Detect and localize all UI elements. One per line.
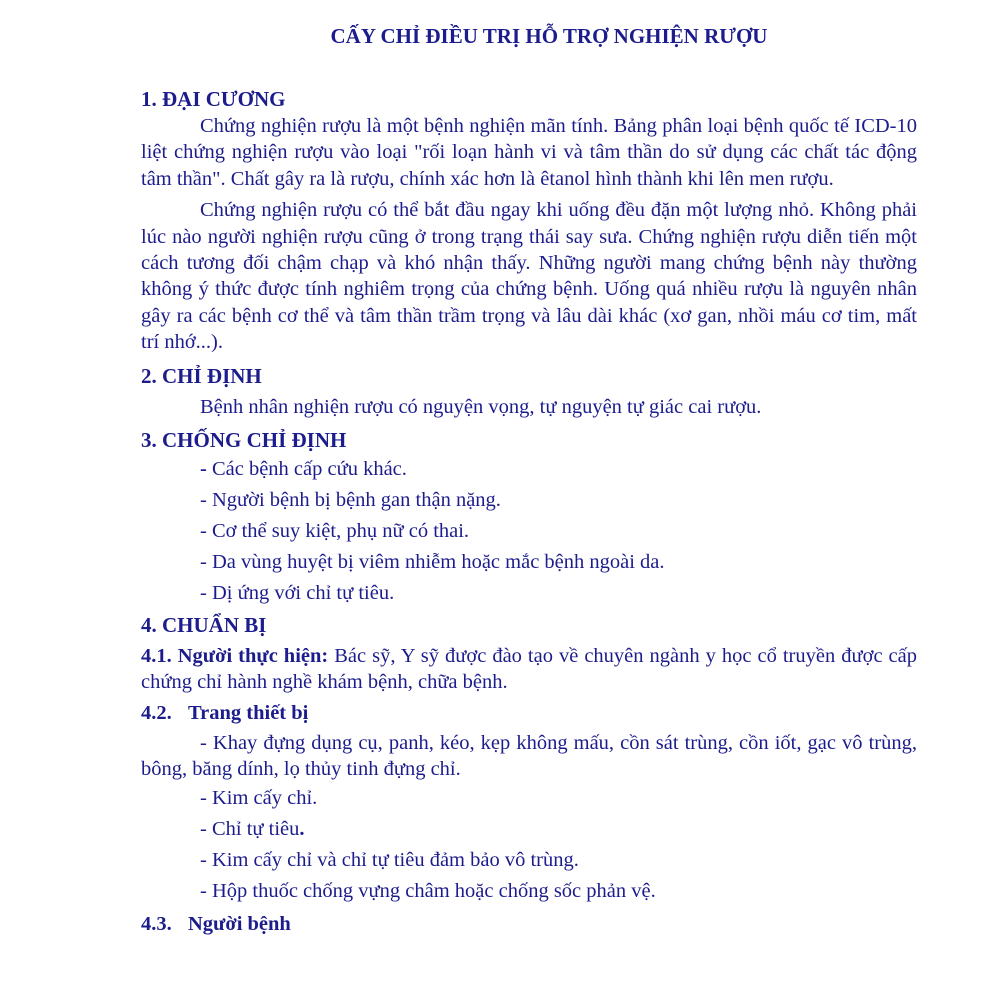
subsection-title: Người bệnh (188, 912, 291, 935)
section-heading-preparation: 4. CHUẨN BỊ (141, 613, 267, 638)
paragraph: Chứng nghiện rượu có thể bắt đầu ngay khi uống đều đặn một lượng nhỏ. Không phải lúc nào người nghiện rượu cũng ở trong trạng thái say sưa. Chứng nghiện rượu diễn tiến một cách tương đối chậm chạp và khó nhận thấy. Những người mang chứng bệnh này thường không ý thức được tính nghiêm trọng của chứng bệnh. Uống quá nhiều rượu là nguyên nhân gây ra các bệnh cơ thể và tâm thần trầm trọng và lâu dài khác (xơ gan, nhồi máu cơ tim, mất trí nhớ...). (141, 199, 917, 354)
list-item: - Dị ứng với chỉ tự tiêu. (200, 582, 395, 605)
list-item-text: Các bệnh cấp cứu khác. (211, 458, 407, 481)
paragraph: Bệnh nhân nghiện rượu có nguyện vọng, tự nguyện tự giác cai rượu. (200, 395, 762, 418)
subsection-number: 4.2. (141, 701, 172, 724)
list-dash: - (200, 458, 212, 481)
section-heading-general: 1. ĐẠI CƯƠNG (141, 87, 286, 111)
list-item: - Kim cấy chỉ và chỉ tự tiêu đảm bảo vô trùng. (200, 848, 579, 871)
list-item: - Người bệnh bị bệnh gan thận nặng. (200, 489, 501, 512)
list-item: - Kim cấy chỉ. (200, 786, 318, 809)
subsection-title: Trang thiết bị (188, 701, 309, 724)
list-item (141, 814, 917, 845)
subsection-text: Bác sỹ, Y sỹ được đào tạo về chuyên ngành y học cổ truyền được cấp chứng chỉ hành nghề khám bệnh, chữa bệnh. (141, 645, 923, 694)
subsection-heading-patient (141, 909, 917, 939)
list-item-dot: . (299, 817, 305, 840)
list-item: - Cơ thể suy kiệt, phụ nữ có thai. (200, 520, 470, 543)
subsection-number: 4.3. (141, 912, 172, 935)
list-item: - Da vùng huyệt bị viêm nhiễm hoặc mắc bệnh ngoài da. (200, 551, 665, 574)
section-heading-indications: 2. CHỈ ĐỊNH (141, 363, 262, 388)
subsection-heading-equipment (141, 698, 917, 728)
document-title: CẤY CHỈ ĐIỀU TRỊ HỖ TRỢ NGHIỆN RƯỢU (330, 24, 768, 48)
subsection-label: 4.1. Người thực hiện: (141, 645, 329, 668)
paragraph: Chứng nghiện rượu là một bệnh nghiện mãn tính. Bảng phân loại bệnh quốc tế ICD-10 liệt chứng nghiện rượu vào loại "rối loạn hành vi và tâm thần do sử dụng các chất tác động tâm thần". Chất gây ra là rượu, chính xác hơn là êtanol hình thành khi lên men rượu. (141, 115, 917, 190)
section-heading-contraindications: 3. CHỐNG CHỈ ĐỊNH (141, 428, 347, 453)
document-page (141, 20, 923, 939)
subsection-performer (141, 643, 923, 696)
paragraph: - Khay đựng dụng cụ, panh, kéo, kẹp không mấu, cồn sát trùng, cồn iốt, gạc vô trùng, bông, băng dính, lọ thủy tinh đựng chỉ. (141, 731, 917, 781)
list-item-text: - Chỉ tự tiêu (200, 817, 300, 840)
list-item (141, 454, 917, 485)
list-item: - Hộp thuốc chống vựng châm hoặc chống sốc phản vệ. (200, 879, 656, 902)
